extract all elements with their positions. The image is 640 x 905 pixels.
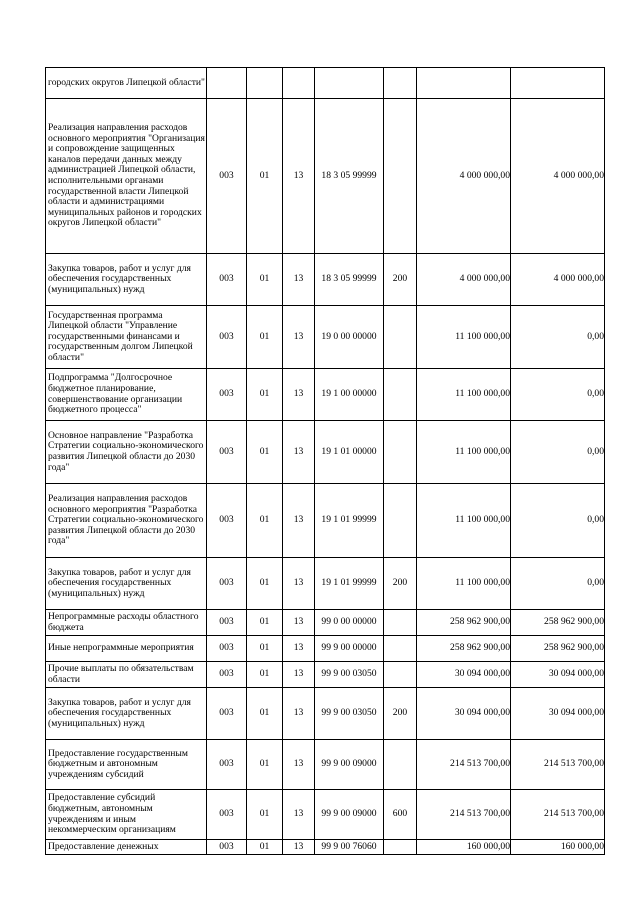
amount-cell-2: 30 094 000,00 (511, 662, 605, 688)
section-code-cell: 01 (247, 840, 283, 855)
amount-cell-1: 258 962 900,00 (417, 636, 511, 662)
row-name-cell: городских округов Липецкой области" (46, 68, 207, 99)
expense-type-cell (384, 68, 417, 99)
target-code-cell: 19 1 01 99999 (315, 484, 384, 558)
amount-cell-1: 11 100 000,00 (417, 484, 511, 558)
row-name-cell: Реализация направления расходов основного мероприятия "Разработка Стратегии социально-экономического развития Липецкой области до 2030 года" (46, 484, 207, 558)
subsection-code-cell: 13 (283, 558, 315, 610)
table-row (46, 558, 605, 610)
amount-cell-1: 30 094 000,00 (417, 662, 511, 688)
subsection-code-cell: 13 (283, 840, 315, 855)
subsection-code-cell: 13 (283, 636, 315, 662)
admin-code-cell: 003 (207, 610, 247, 636)
table-row (46, 790, 605, 840)
expense-type-cell (384, 840, 417, 855)
table-row (46, 740, 605, 790)
target-code-cell: 19 1 00 00000 (315, 369, 384, 421)
amount-cell-2: 4 000 000,00 (511, 254, 605, 306)
target-code-cell: 99 9 00 00000 (315, 636, 384, 662)
expense-type-cell (384, 369, 417, 421)
admin-code-cell: 003 (207, 558, 247, 610)
section-code-cell: 01 (247, 558, 283, 610)
row-name-cell: Предоставление государственным бюджетным и автономным учреждениям субсидий (46, 740, 207, 790)
amount-cell-1: 160 000,00 (417, 840, 511, 855)
amount-cell-2: 30 094 000,00 (511, 688, 605, 740)
admin-code-cell: 003 (207, 840, 247, 855)
expense-type-cell (384, 99, 417, 254)
expense-type-cell: 600 (384, 790, 417, 840)
row-name-cell: Предоставление субсидий бюджетным, автономным учреждениям и иным некоммерческим организациям (46, 790, 207, 840)
table-row (46, 688, 605, 740)
expense-type-cell (384, 421, 417, 484)
row-name-cell: Закупка товаров, работ и услуг для обеспечения государственных (муниципальных) нужд (46, 254, 207, 306)
section-code-cell: 01 (247, 484, 283, 558)
section-code-cell (247, 68, 283, 99)
subsection-code-cell: 13 (283, 740, 315, 790)
row-name-cell: Прочие выплаты по обязательствам области (46, 662, 207, 688)
amount-cell-2: 0,00 (511, 421, 605, 484)
amount-cell-2: 0,00 (511, 558, 605, 610)
amount-cell-2: 4 000 000,00 (511, 99, 605, 254)
expense-type-cell (384, 662, 417, 688)
section-code-cell: 01 (247, 421, 283, 484)
amount-cell-1 (417, 68, 511, 99)
target-code-cell: 19 1 01 99999 (315, 558, 384, 610)
table-row (46, 306, 605, 369)
target-code-cell: 99 9 00 09000 (315, 790, 384, 840)
table-row (46, 99, 605, 254)
section-code-cell: 01 (247, 369, 283, 421)
admin-code-cell: 003 (207, 636, 247, 662)
expense-type-cell (384, 636, 417, 662)
table-body (46, 68, 605, 855)
expense-type-cell: 200 (384, 558, 417, 610)
target-code-cell: 19 1 01 00000 (315, 421, 384, 484)
row-name-cell: Основное направление "Разработка Стратегии социально-экономического развития Липецкой области до 2030 года" (46, 421, 207, 484)
amount-cell-2: 214 513 700,00 (511, 790, 605, 840)
table-row (46, 610, 605, 636)
admin-code-cell: 003 (207, 99, 247, 254)
admin-code-cell: 003 (207, 688, 247, 740)
subsection-code-cell: 13 (283, 610, 315, 636)
budget-table-page (45, 67, 604, 855)
expense-type-cell (384, 610, 417, 636)
admin-code-cell: 003 (207, 790, 247, 840)
table-row (46, 662, 605, 688)
subsection-code-cell: 13 (283, 421, 315, 484)
row-name-cell: Закупка товаров, работ и услуг для обеспечения государственных (муниципальных) нужд (46, 558, 207, 610)
target-code-cell: 99 0 00 00000 (315, 610, 384, 636)
amount-cell-1: 30 094 000,00 (417, 688, 511, 740)
row-name-cell: Реализация направления расходов основного мероприятия "Организация и сопровождение защищенных каналов передачи данных между администрацией Липецкой области, исполнительными органами государственной власти Липецкой области и администрациями муниципальных районов и городских округов Липецкой области" (46, 99, 207, 254)
section-code-cell: 01 (247, 306, 283, 369)
target-code-cell: 19 0 00 00000 (315, 306, 384, 369)
table-row (46, 369, 605, 421)
table-row (46, 484, 605, 558)
section-code-cell: 01 (247, 636, 283, 662)
admin-code-cell: 003 (207, 369, 247, 421)
amount-cell-2: 160 000,00 (511, 840, 605, 855)
target-code-cell (315, 68, 384, 99)
subsection-code-cell: 13 (283, 306, 315, 369)
subsection-code-cell: 13 (283, 662, 315, 688)
subsection-code-cell: 13 (283, 688, 315, 740)
expense-type-cell: 200 (384, 254, 417, 306)
amount-cell-2: 0,00 (511, 369, 605, 421)
row-name-cell: Иные непрограммные мероприятия (46, 636, 207, 662)
amount-cell-1: 11 100 000,00 (417, 306, 511, 369)
admin-code-cell (207, 68, 247, 99)
target-code-cell: 18 3 05 99999 (315, 99, 384, 254)
amount-cell-2: 258 962 900,00 (511, 636, 605, 662)
section-code-cell: 01 (247, 610, 283, 636)
table-row (46, 636, 605, 662)
budget-table (45, 67, 605, 855)
section-code-cell: 01 (247, 662, 283, 688)
amount-cell-2: 258 962 900,00 (511, 610, 605, 636)
section-code-cell: 01 (247, 99, 283, 254)
expense-type-cell (384, 484, 417, 558)
section-code-cell: 01 (247, 790, 283, 840)
section-code-cell: 01 (247, 254, 283, 306)
subsection-code-cell: 13 (283, 369, 315, 421)
target-code-cell: 99 9 00 03050 (315, 688, 384, 740)
row-name-cell: Подпрограмма "Долгосрочное бюджетное планирование, совершенствование организации бюджетного процесса" (46, 369, 207, 421)
amount-cell-2: 214 513 700,00 (511, 740, 605, 790)
amount-cell-1: 11 100 000,00 (417, 421, 511, 484)
section-code-cell: 01 (247, 740, 283, 790)
amount-cell-2: 0,00 (511, 484, 605, 558)
amount-cell-1: 214 513 700,00 (417, 740, 511, 790)
amount-cell-1: 11 100 000,00 (417, 558, 511, 610)
subsection-code-cell: 13 (283, 790, 315, 840)
subsection-code-cell: 13 (283, 484, 315, 558)
target-code-cell: 99 9 00 09000 (315, 740, 384, 790)
admin-code-cell: 003 (207, 484, 247, 558)
row-name-cell: Предоставление денежных (46, 840, 207, 855)
amount-cell-1: 4 000 000,00 (417, 99, 511, 254)
admin-code-cell: 003 (207, 740, 247, 790)
table-row (46, 840, 605, 855)
target-code-cell: 99 9 00 76060 (315, 840, 384, 855)
row-name-cell: Закупка товаров, работ и услуг для обеспечения государственных (муниципальных) нужд (46, 688, 207, 740)
amount-cell-1: 258 962 900,00 (417, 610, 511, 636)
subsection-code-cell: 13 (283, 254, 315, 306)
target-code-cell: 99 9 00 03050 (315, 662, 384, 688)
expense-type-cell (384, 306, 417, 369)
subsection-code-cell: 13 (283, 99, 315, 254)
amount-cell-1: 11 100 000,00 (417, 369, 511, 421)
row-name-cell: Непрограммные расходы областного бюджета (46, 610, 207, 636)
expense-type-cell: 200 (384, 688, 417, 740)
table-row (46, 68, 605, 99)
admin-code-cell: 003 (207, 662, 247, 688)
table-row (46, 254, 605, 306)
row-name-cell: Государственная программа Липецкой области "Управление государственными финансами и государственным долгом Липецкой области" (46, 306, 207, 369)
admin-code-cell: 003 (207, 306, 247, 369)
expense-type-cell (384, 740, 417, 790)
admin-code-cell: 003 (207, 254, 247, 306)
table-row (46, 421, 605, 484)
amount-cell-1: 4 000 000,00 (417, 254, 511, 306)
amount-cell-2 (511, 68, 605, 99)
section-code-cell: 01 (247, 688, 283, 740)
target-code-cell: 18 3 05 99999 (315, 254, 384, 306)
subsection-code-cell (283, 68, 315, 99)
admin-code-cell: 003 (207, 421, 247, 484)
amount-cell-1: 214 513 700,00 (417, 790, 511, 840)
amount-cell-2: 0,00 (511, 306, 605, 369)
